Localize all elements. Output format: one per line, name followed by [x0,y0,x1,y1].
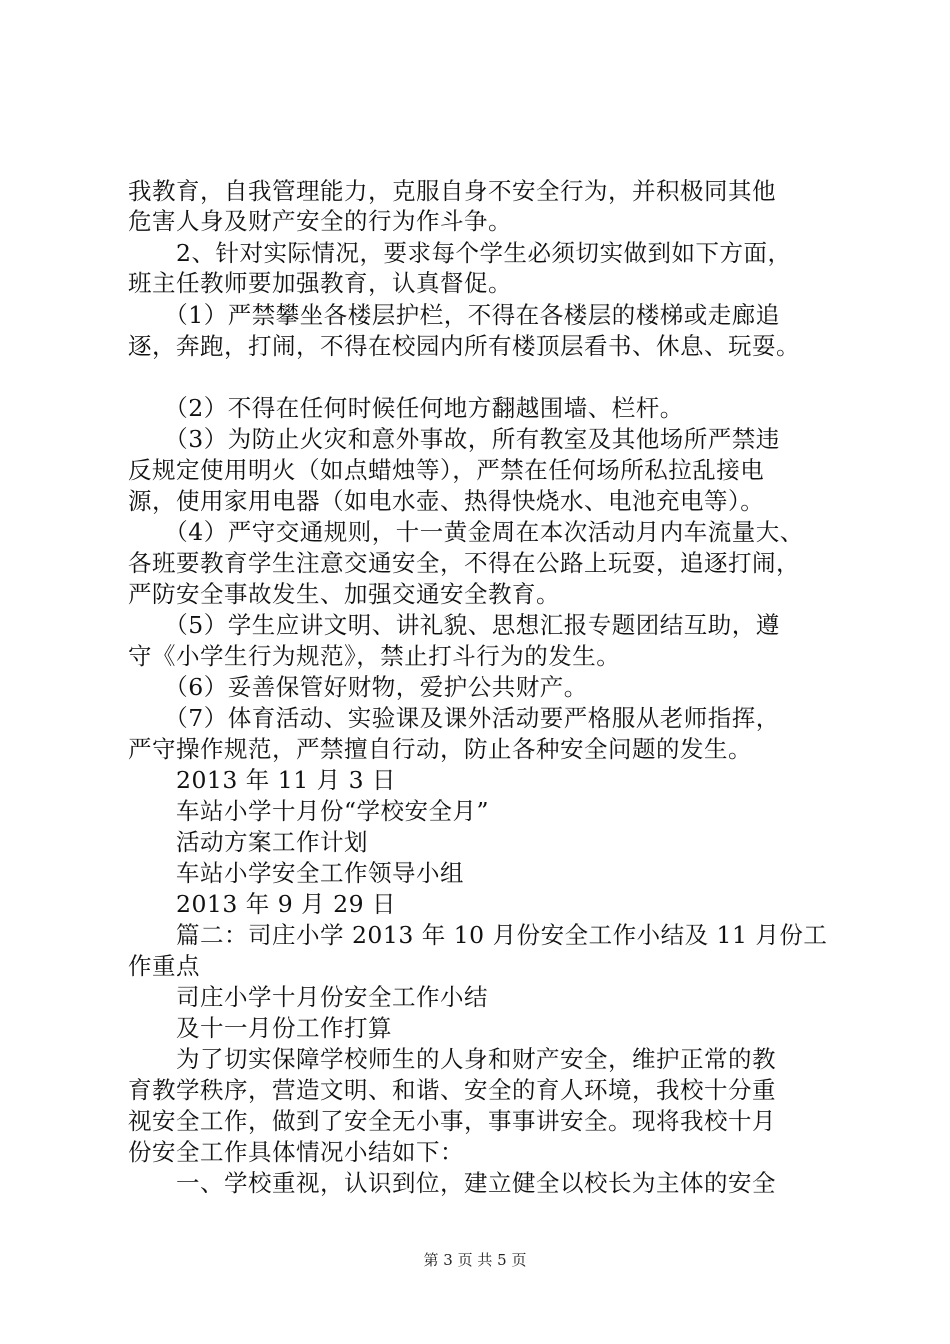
signature-line: 车站小学安全工作领导小组 [128,859,464,887]
text-line: 活动方案工作计划 [128,828,368,856]
text-line: 2、针对实际情况，要求每个学生必须切实做到如下方面， [128,239,792,267]
text-line: （2）不得在任何时候任何地方翻越围墙、栏杆。 [128,394,684,422]
text-line: 逐，奔跑，打闹，不得在校园内所有楼顶层看书、休息、玩耍。 [128,332,800,360]
date-line: 2013 年 9 月 29 日 [128,890,397,918]
text-line: 反规定使用明火（如点蜡烛等），严禁在任何场所私拉乱接电 [128,456,765,484]
text-line: （7）体育活动、实验课及课外活动要严格服从老师指挥， [128,704,780,732]
text-line: （4）严守交通规则，十一黄金周在本次活动月内车流量大、 [128,518,804,546]
date-line: 2013 年 11 月 3 日 [128,766,397,794]
text-line: （5）学生应讲文明、讲礼貌、思想汇报专题团结互助，遵 [128,611,780,639]
text-line: 各班要教育学生注意交通安全，不得在公路上玩耍，追逐打闹， [128,549,800,577]
text-line: 车站小学十月份“学校安全月” [128,797,490,825]
subtitle-line: 司庄小学十月份安全工作小结 [128,983,488,1011]
text-line: 源，使用家用电器（如电水壶、热得快烧水、电池充电等）。 [128,487,765,515]
section-heading: 作重点 [128,952,200,980]
text-line: 视安全工作，做到了安全无小事，事事讲安全。现将我校十月 [128,1107,776,1135]
text-line: 守《小学生行为规范》，禁止打斗行为的发生。 [128,642,621,670]
text-line: 危害人身及财产安全的行为作斗争。 [128,207,512,235]
page-footer: 第 3 页 共 5 页 [423,1251,527,1269]
text-line: （3）为防止火灾和意外事故，所有教室及其他场所严禁违 [128,425,780,453]
text-line: 份安全工作具体情况小结如下： [128,1138,464,1166]
section-heading: 篇二：司庄小学 2013 年 10 月份安全工作小结及 11 月份工 [128,921,828,949]
text-line: 一、学校重视，认识到位，建立健全以校长为主体的安全 [128,1169,776,1197]
text-line: 为了切实保障学校师生的人身和财产安全，维护正常的教 [128,1045,776,1073]
text-line: 我教育，自我管理能力，克服自身不安全行为，并积极同其他 [128,177,776,205]
text-line: 育教学秩序，营造文明、和谐、安全的育人环境，我校十分重 [128,1076,776,1104]
text-line: （1）严禁攀坐各楼层护栏，不得在各楼层的楼梯或走廊追 [128,301,780,329]
text-line: 班主任教师要加强教育，认真督促。 [128,269,512,297]
text-line: 严防安全事故发生、加强交通安全教育。 [128,580,560,608]
text-line: （6）妥善保管好财物，爱护公共财产。 [128,673,588,701]
text-line: 严守操作规范，严禁擅自行动，防止各种安全问题的发生。 [128,735,752,763]
subtitle-line: 及十一月份工作打算 [128,1014,392,1042]
